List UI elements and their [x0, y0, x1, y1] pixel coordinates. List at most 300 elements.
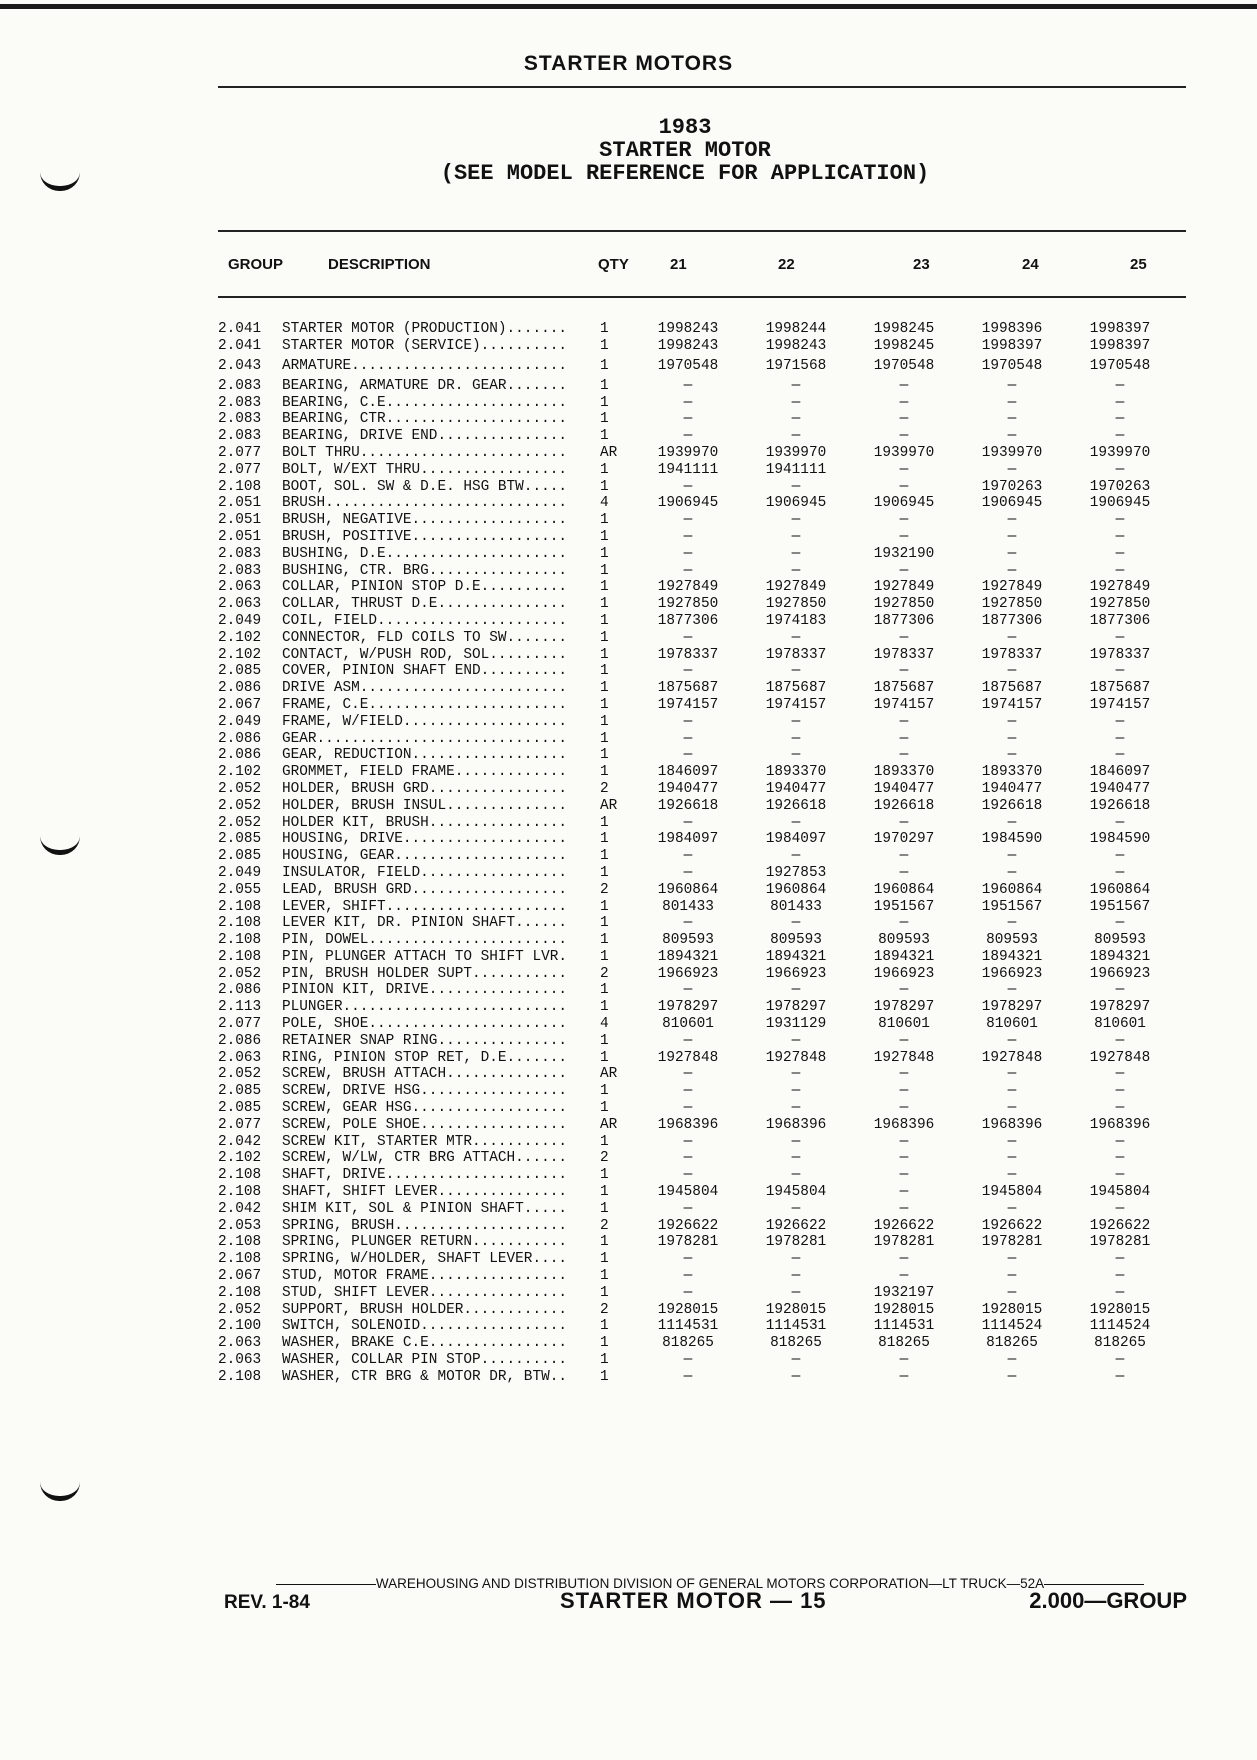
description-cell: GROMMET, FIELD FRAME.............	[282, 764, 567, 781]
part-number-21: —	[683, 1066, 693, 1083]
part-number-21: 1945804	[657, 1184, 719, 1201]
part-number-23: 1875687	[873, 680, 935, 697]
group-cell: 2.083	[218, 377, 262, 394]
part-number-25: —	[1115, 663, 1125, 680]
group-cell: 2.085	[218, 831, 262, 848]
part-number-23: 1951567	[873, 898, 935, 915]
part-number-25: 1927850	[1089, 596, 1151, 613]
table-row	[218, 663, 1174, 680]
col-header-model-21: 21	[670, 256, 687, 273]
col-header-description: DESCRIPTION	[328, 256, 431, 273]
part-number-24: —	[1007, 1133, 1017, 1150]
table-row	[218, 495, 1174, 512]
part-number-25: 1960864	[1089, 881, 1151, 898]
part-number-24: 809593	[986, 932, 1038, 949]
table-row	[218, 949, 1174, 966]
part-number-22: 1940477	[765, 780, 827, 797]
part-number-21: 801433	[662, 898, 714, 915]
part-number-25: 1875687	[1089, 680, 1151, 697]
description-cell: WASHER, COLLAR PIN STOP..........	[282, 1352, 567, 1369]
part-number-23: —	[899, 848, 909, 865]
part-number-23: 1927849	[873, 579, 935, 596]
part-number-22: 801433	[770, 898, 822, 915]
part-number-21: 1906945	[657, 495, 719, 512]
qty-cell: 1	[600, 1049, 609, 1066]
qty-cell: 1	[600, 411, 609, 428]
part-number-22: 1927849	[765, 579, 827, 596]
qty-cell: 1	[600, 478, 609, 495]
group-cell: 2.108	[218, 932, 262, 949]
qty-cell: AR	[600, 797, 618, 814]
part-number-24: 1945804	[981, 1184, 1043, 1201]
part-number-21: 1927848	[657, 1049, 719, 1066]
part-number-24: —	[1007, 864, 1017, 881]
qty-cell: 1	[600, 1268, 609, 1285]
group-cell: 2.113	[218, 999, 262, 1016]
qty-cell: AR	[600, 444, 618, 461]
part-number-22: 1894321	[765, 948, 827, 965]
table-top-rule	[218, 230, 1186, 232]
table-row	[218, 1184, 1174, 1201]
part-number-22: 1998243	[765, 337, 827, 354]
qty-cell: 1	[600, 730, 609, 747]
part-number-23: —	[899, 1066, 909, 1083]
part-number-21: —	[683, 1368, 693, 1385]
part-number-25: —	[1115, 1284, 1125, 1301]
group-cell: 2.077	[218, 444, 262, 461]
part-number-21: —	[683, 982, 693, 999]
qty-cell: 2	[600, 881, 609, 898]
qty-cell: AR	[600, 1066, 618, 1083]
group-cell: 2.100	[218, 1318, 262, 1335]
group-cell: 2.051	[218, 528, 262, 545]
part-number-21: 1968396	[657, 1116, 719, 1133]
part-number-21: 1926622	[657, 1217, 719, 1234]
part-number-22: 1974183	[765, 612, 827, 629]
table-row	[218, 529, 1174, 546]
table-row	[218, 999, 1174, 1016]
description-cell: STARTER MOTOR (PRODUCTION).......	[282, 321, 567, 337]
part-number-21: 818265	[662, 1335, 714, 1352]
table-row	[218, 982, 1174, 999]
table-row	[218, 563, 1174, 580]
description-cell: WASHER, BRAKE C.E................	[282, 1335, 567, 1352]
part-number-25: 1951567	[1089, 898, 1151, 915]
group-cell: 2.063	[218, 1335, 262, 1352]
table-row	[218, 1134, 1174, 1151]
part-number-21: —	[683, 663, 693, 680]
part-number-22: —	[791, 1032, 801, 1049]
table-row	[218, 1369, 1174, 1386]
part-number-24: 1940477	[981, 780, 1043, 797]
description-cell: HOLDER, BRUSH INSUL..............	[282, 797, 567, 814]
part-number-25: 1894321	[1089, 948, 1151, 965]
qty-cell: 1	[600, 915, 609, 932]
group-cell: 2.108	[218, 1184, 262, 1201]
part-number-21: —	[683, 528, 693, 545]
part-number-25: 1974157	[1089, 696, 1151, 713]
group-cell: 2.083	[218, 562, 262, 579]
part-number-22: 1928015	[765, 1301, 827, 1318]
part-number-21: —	[683, 1083, 693, 1100]
part-number-22: 1998244	[765, 321, 827, 337]
group-cell: 2.086	[218, 747, 262, 764]
part-number-23: —	[899, 713, 909, 730]
description-cell: BUSHING, D.E.....................	[282, 545, 567, 562]
part-number-23: 1927850	[873, 596, 935, 613]
part-number-24: —	[1007, 1167, 1017, 1184]
part-number-25: 1928015	[1089, 1301, 1151, 1318]
description-cell: COLLAR, THRUST D.E...............	[282, 596, 567, 613]
part-number-25: 1968396	[1089, 1116, 1151, 1133]
group-cell: 2.051	[218, 495, 262, 512]
table-row	[218, 321, 1174, 338]
part-number-25: 1939970	[1089, 444, 1151, 461]
part-number-25: —	[1115, 982, 1125, 999]
group-cell: 2.049	[218, 713, 262, 730]
parts-table	[218, 321, 1174, 1386]
table-row	[218, 338, 1174, 358]
group-cell: 2.063	[218, 596, 262, 613]
description-cell: COLLAR, PINION STOP D.E..........	[282, 579, 567, 596]
part-number-22: 818265	[770, 1335, 822, 1352]
description-cell: WASHER, CTR BRG & MOTOR DR, BTW..	[282, 1368, 567, 1385]
table-row	[218, 1318, 1174, 1335]
part-number-21: —	[683, 713, 693, 730]
table-row	[218, 647, 1174, 664]
part-number-22: 1971568	[765, 357, 827, 374]
table-row	[218, 966, 1174, 983]
qty-cell: 1	[600, 898, 609, 915]
table-row	[218, 781, 1174, 798]
part-number-25: 1940477	[1089, 780, 1151, 797]
part-number-24: —	[1007, 1066, 1017, 1083]
group-cell: 2.083	[218, 411, 262, 428]
part-number-25: —	[1115, 713, 1125, 730]
qty-cell: 1	[600, 1284, 609, 1301]
qty-cell: 1	[600, 1251, 609, 1268]
table-row	[218, 613, 1174, 630]
qty-cell: 1	[600, 1200, 609, 1217]
part-number-24: —	[1007, 562, 1017, 579]
part-number-21: —	[683, 730, 693, 747]
group-cell: 2.051	[218, 512, 262, 529]
part-number-22: —	[791, 982, 801, 999]
part-number-22: 1984097	[765, 831, 827, 848]
part-number-23: 1970548	[873, 357, 935, 374]
part-number-21: —	[683, 478, 693, 495]
part-number-22: —	[791, 428, 801, 445]
qty-cell: 1	[600, 831, 609, 848]
part-number-23: —	[899, 1352, 909, 1369]
group-cell: 2.052	[218, 1301, 262, 1318]
part-number-22: —	[791, 1100, 801, 1117]
description-cell: BEARING, DRIVE END...............	[282, 428, 567, 445]
group-cell: 2.102	[218, 1150, 262, 1167]
group-cell: 2.049	[218, 864, 262, 881]
description-cell: ARMATURE.........................	[282, 357, 567, 374]
part-number-23: 1998245	[873, 337, 935, 354]
part-number-22: —	[791, 814, 801, 831]
binder-hole-mark	[40, 172, 80, 191]
col-header-model-23: 23	[913, 256, 930, 273]
table-row	[218, 882, 1174, 899]
part-number-22: 1931129	[765, 1016, 827, 1033]
group-cell: 2.086	[218, 982, 262, 999]
part-number-22: 1978297	[765, 999, 827, 1016]
part-number-22: —	[791, 394, 801, 411]
part-number-21: 1927850	[657, 596, 719, 613]
part-number-22: 1960864	[765, 881, 827, 898]
qty-cell: 1	[600, 579, 609, 596]
part-number-25: —	[1115, 461, 1125, 478]
description-cell: DRIVE ASM........................	[282, 680, 567, 697]
group-cell: 2.108	[218, 1284, 262, 1301]
title-name: STARTER MOTOR	[599, 138, 771, 163]
part-number-22: 1927848	[765, 1049, 827, 1066]
group-cell: 2.042	[218, 1133, 262, 1150]
qty-cell: 1	[600, 357, 609, 374]
section-title: STARTER MOTORS	[523, 52, 734, 75]
part-number-21: —	[683, 1133, 693, 1150]
description-cell: GEAR, REDUCTION..................	[282, 747, 567, 764]
description-cell: SCREW KIT, STARTER MTR...........	[282, 1133, 567, 1150]
table-row	[218, 411, 1174, 428]
qty-cell: 1	[600, 1234, 609, 1251]
part-number-24: 1974157	[981, 696, 1043, 713]
part-number-25: —	[1115, 864, 1125, 881]
part-number-23: —	[899, 1268, 909, 1285]
part-number-21: 1875687	[657, 680, 719, 697]
qty-cell: 1	[600, 596, 609, 613]
part-number-23: —	[899, 478, 909, 495]
group-cell: 2.108	[218, 915, 262, 932]
group-cell: 2.086	[218, 730, 262, 747]
part-number-22: —	[791, 411, 801, 428]
part-number-22: —	[791, 545, 801, 562]
part-number-25: —	[1115, 1251, 1125, 1268]
table-row	[218, 1234, 1174, 1251]
table-row	[218, 1352, 1174, 1369]
part-number-21: 1939970	[657, 444, 719, 461]
part-number-24: —	[1007, 730, 1017, 747]
group-cell: 2.077	[218, 1116, 262, 1133]
table-row	[218, 1033, 1174, 1050]
table-row	[218, 1150, 1174, 1167]
part-number-24: —	[1007, 1032, 1017, 1049]
group-cell: 2.041	[218, 321, 262, 337]
part-number-24: 1951567	[981, 898, 1043, 915]
qty-cell: 1	[600, 646, 609, 663]
part-number-24: 1970263	[981, 478, 1043, 495]
part-number-24: 1926622	[981, 1217, 1043, 1234]
part-number-21: —	[683, 1100, 693, 1117]
part-number-25: 1945804	[1089, 1184, 1151, 1201]
part-number-25: 1877306	[1089, 612, 1151, 629]
qty-cell: 1	[600, 528, 609, 545]
qty-cell: 2	[600, 1150, 609, 1167]
table-row	[218, 546, 1174, 563]
part-number-23: —	[899, 512, 909, 529]
group-cell: 2.049	[218, 612, 262, 629]
part-number-24: —	[1007, 528, 1017, 545]
part-number-22: 1968396	[765, 1116, 827, 1133]
table-row	[218, 798, 1174, 815]
table-row	[218, 1268, 1174, 1285]
part-number-23: 1968396	[873, 1116, 935, 1133]
part-number-22: 1978337	[765, 646, 827, 663]
part-number-21: —	[683, 747, 693, 764]
part-number-24: 1998396	[981, 321, 1043, 337]
group-cell: 2.108	[218, 478, 262, 495]
part-number-24: 1939970	[981, 444, 1043, 461]
part-number-22: —	[791, 1167, 801, 1184]
table-row	[218, 445, 1174, 462]
part-number-23: 1974157	[873, 696, 935, 713]
description-cell: LEVER, SHIFT.....................	[282, 898, 567, 915]
part-number-21: —	[683, 512, 693, 529]
part-number-25: 1966923	[1089, 965, 1151, 982]
qty-cell: 1	[600, 764, 609, 781]
part-number-22: —	[791, 1251, 801, 1268]
part-number-21: 1998243	[657, 337, 719, 354]
part-number-24: 810601	[986, 1016, 1038, 1033]
part-number-25: —	[1115, 1200, 1125, 1217]
part-number-23: 1906945	[873, 495, 935, 512]
qty-cell: 1	[600, 814, 609, 831]
description-cell: PINION KIT, DRIVE................	[282, 982, 567, 999]
description-cell: SHAFT, DRIVE.....................	[282, 1167, 567, 1184]
table-row	[218, 899, 1174, 916]
part-number-23: —	[899, 982, 909, 999]
part-number-22: 1875687	[765, 680, 827, 697]
part-number-25: —	[1115, 747, 1125, 764]
description-cell: BEARING, CTR.....................	[282, 411, 567, 428]
part-number-24: —	[1007, 713, 1017, 730]
group-cell: 2.053	[218, 1217, 262, 1234]
part-number-22: —	[791, 1066, 801, 1083]
part-number-24: 1966923	[981, 965, 1043, 982]
part-number-23: 1894321	[873, 948, 935, 965]
qty-cell: 1	[600, 394, 609, 411]
table-row	[218, 512, 1174, 529]
part-number-22: —	[791, 377, 801, 394]
group-cell: 2.108	[218, 1368, 262, 1385]
part-number-24: —	[1007, 982, 1017, 999]
table-row	[218, 815, 1174, 832]
part-number-22: —	[791, 747, 801, 764]
part-number-21: 1941111	[657, 461, 719, 478]
part-number-22: —	[791, 1200, 801, 1217]
description-cell: PIN, DOWEL.......................	[282, 932, 567, 949]
description-cell: COIL, FIELD......................	[282, 612, 567, 629]
part-number-21: —	[683, 1167, 693, 1184]
qty-cell: 1	[600, 982, 609, 999]
qty-cell: 1	[600, 1133, 609, 1150]
table-row	[218, 747, 1174, 764]
description-cell: RING, PINION STOP RET, D.E.......	[282, 1049, 567, 1066]
col-header-group: GROUP	[228, 256, 284, 273]
part-number-21: —	[683, 848, 693, 865]
part-number-24: —	[1007, 461, 1017, 478]
part-number-21: 1926618	[657, 797, 719, 814]
description-cell: SPRING, BRUSH....................	[282, 1217, 567, 1234]
part-number-23: 1960864	[873, 881, 935, 898]
part-number-21: —	[683, 428, 693, 445]
title-note: (SEE MODEL REFERENCE FOR APPLICATION)	[440, 161, 930, 186]
part-number-25: 1906945	[1089, 495, 1151, 512]
part-number-24: 1926618	[981, 797, 1043, 814]
description-cell: BOLT, W/EXT THRU.................	[282, 461, 567, 478]
qty-cell: 1	[600, 1368, 609, 1385]
group-cell: 2.052	[218, 780, 262, 797]
group-cell: 2.102	[218, 764, 262, 781]
part-number-25: 1998397	[1089, 337, 1151, 354]
table-row	[218, 1251, 1174, 1268]
part-number-23: 1926618	[873, 797, 935, 814]
part-number-22: —	[791, 663, 801, 680]
qty-cell: 1	[600, 512, 609, 529]
part-number-25: —	[1115, 730, 1125, 747]
qty-cell: 1	[600, 848, 609, 865]
part-number-23: —	[899, 814, 909, 831]
part-number-22: —	[791, 1083, 801, 1100]
qty-cell: 1	[600, 1032, 609, 1049]
table-row	[218, 358, 1174, 378]
table-row	[218, 1050, 1174, 1067]
part-number-23: 1927848	[873, 1049, 935, 1066]
part-number-23: —	[899, 377, 909, 394]
part-number-25: —	[1115, 377, 1125, 394]
part-number-23: —	[899, 562, 909, 579]
table-row	[218, 395, 1174, 412]
binder-hole-mark	[40, 1482, 80, 1501]
group-cell: 2.085	[218, 848, 262, 865]
col-header-model-24: 24	[1022, 256, 1039, 273]
part-number-25: —	[1115, 545, 1125, 562]
part-number-21: 1978337	[657, 646, 719, 663]
table-row	[218, 428, 1174, 445]
part-number-25: 1926622	[1089, 1217, 1151, 1234]
part-number-22: 809593	[770, 932, 822, 949]
part-number-23: 1877306	[873, 612, 935, 629]
part-number-21: —	[683, 1284, 693, 1301]
group-cell: 2.108	[218, 898, 262, 915]
qty-cell: 1	[600, 1335, 609, 1352]
group-cell: 2.067	[218, 1268, 262, 1285]
group-cell: 2.042	[218, 1200, 262, 1217]
qty-cell: 2	[600, 780, 609, 797]
table-row	[218, 1100, 1174, 1117]
part-number-24: —	[1007, 545, 1017, 562]
part-number-22: —	[791, 528, 801, 545]
qty-cell: 1	[600, 337, 609, 354]
part-number-24: —	[1007, 394, 1017, 411]
part-number-24: 1998397	[981, 337, 1043, 354]
revision-label: REV. 1-84	[224, 1592, 310, 1613]
part-number-24: 1960864	[981, 881, 1043, 898]
part-number-25: —	[1115, 411, 1125, 428]
qty-cell: 1	[600, 680, 609, 697]
description-cell: SCREW, GEAR HSG..................	[282, 1100, 567, 1117]
description-cell: BRUSH, POSITIVE..................	[282, 528, 567, 545]
part-number-21: —	[683, 915, 693, 932]
description-cell: SWITCH, SOLENOID.................	[282, 1318, 567, 1335]
qty-cell: 1	[600, 562, 609, 579]
part-number-25: 1970548	[1089, 357, 1151, 374]
part-number-21: 1940477	[657, 780, 719, 797]
description-cell: PLUNGER..........................	[282, 999, 567, 1016]
